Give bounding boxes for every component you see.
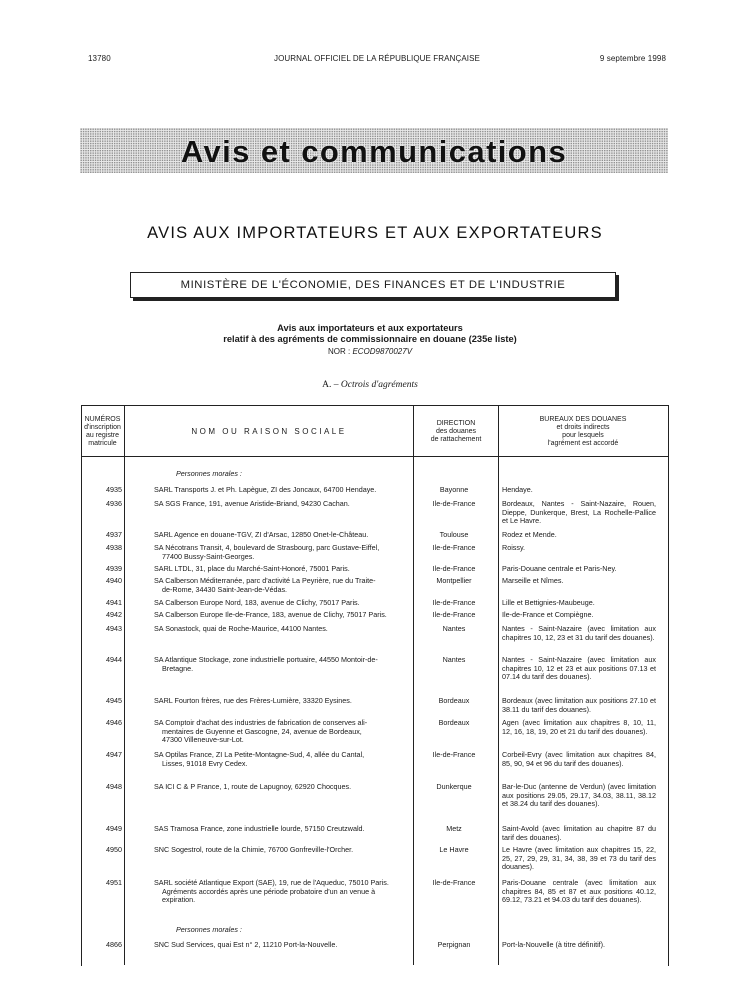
header-line: et droits indirects bbox=[556, 424, 610, 431]
customs-direction: Nantes bbox=[442, 624, 466, 633]
header-nom: NOM OU RAISON SOCIALE bbox=[191, 427, 347, 436]
customs-direction: Nantes bbox=[442, 655, 466, 664]
customs-direction: Ile-de-France bbox=[432, 598, 476, 607]
registry-number: 4948 bbox=[106, 782, 122, 791]
company-name bbox=[154, 879, 409, 905]
customs-offices: Bordeaux, Nantes - Saint-Nazaire, Rouen, Dieppe, Dunkerque, Brest, La Rochelle-Pallice et Le Havre. bbox=[502, 499, 656, 526]
company-name-line: SA Calberson Europe Nord, 183, avenue de Clichy, 75017 Paris. bbox=[154, 598, 360, 607]
company-name bbox=[154, 544, 409, 561]
customs-direction: Ile-de-France bbox=[432, 564, 476, 573]
registry-number: 4935 bbox=[106, 485, 122, 494]
customs-direction: Bordeaux bbox=[438, 718, 470, 727]
company-name bbox=[154, 599, 409, 608]
header-line: au registre bbox=[85, 432, 120, 439]
header-line: DIRECTION bbox=[436, 420, 476, 427]
publication-date: 9 septembre 1998 bbox=[599, 54, 666, 63]
company-name bbox=[154, 486, 409, 495]
customs-direction: Ile-de-France bbox=[432, 610, 476, 619]
nor-label: NOR : bbox=[327, 347, 351, 356]
header-bureaux bbox=[499, 416, 667, 448]
registry-number: 4943 bbox=[106, 624, 122, 633]
company-name-line: SARL Fourton frères, rue des Frères-Lumière, 33320 Eysines. bbox=[154, 696, 352, 705]
registry-number: 4945 bbox=[106, 696, 122, 705]
company-name-line: SA Nécotrans Transit, 4, boulevard de Strasbourg, parc Gustave-Eiffel, bbox=[154, 543, 380, 552]
company-name-line: de-Rome, 34430 Saint-Jean-de-Védas. bbox=[162, 584, 288, 594]
subsection-letter: A. – bbox=[322, 380, 339, 390]
customs-offices: Paris-Douane centrale et Paris-Ney. bbox=[502, 564, 617, 573]
avis-title-line-2: relatif à des agréments de commissionnaire en douane (235e liste) bbox=[223, 334, 517, 344]
company-name-line: 47300 Villeneuve-sur-Lot. bbox=[162, 735, 244, 745]
company-name-line: Lisses, 91018 Evry Cedex. bbox=[162, 758, 248, 768]
header-line: des douanes bbox=[435, 428, 477, 435]
customs-offices: Corbeil-Evry (avec limitation aux chapitres 84, 85, 90, 94 et 96 du tarif des douanes). bbox=[502, 750, 656, 768]
journal-title: JOURNAL OFFICIEL DE LA RÉPUBLIQUE FRANÇAISE bbox=[274, 54, 480, 63]
company-name bbox=[154, 565, 409, 574]
company-name bbox=[154, 577, 409, 594]
ministry-name: MINISTÈRE DE L'ÉCONOMIE, DES FINANCES ET DE L'INDUSTRIE bbox=[180, 279, 566, 291]
customs-offices: Ile-de-France et Compiègne. bbox=[502, 610, 594, 619]
group-label: Personnes morales : bbox=[176, 469, 242, 478]
page-number: 13780 bbox=[88, 54, 111, 63]
registry-number: 4938 bbox=[106, 543, 122, 552]
customs-offices: Lille et Bettignies-Maubeuge. bbox=[502, 598, 595, 607]
company-name-line: SA Optilas France, ZI La Petite-Montagne-Sud, 4, allée du Cantal, bbox=[154, 750, 365, 759]
company-name-line: SARL Transports J. et Ph. Lapègue, ZI des Joncaux, 64700 Hendaye. bbox=[154, 485, 377, 494]
company-name bbox=[154, 825, 409, 834]
registry-number: 4947 bbox=[106, 750, 122, 759]
company-name bbox=[154, 783, 409, 792]
header-line: matricule bbox=[88, 440, 117, 447]
company-name-line: Bretagne. bbox=[162, 663, 194, 673]
company-name bbox=[154, 697, 409, 706]
company-name-line: SNC Sogestrol, route de la Chimie, 76700 Gonfreville-l'Orcher. bbox=[154, 845, 354, 854]
company-name-line: SAS Tramosa France, zone industrielle lourde, 57150 Creutzwald. bbox=[154, 824, 365, 833]
registry-number: 4951 bbox=[106, 878, 122, 887]
header-rule bbox=[81, 456, 669, 457]
customs-direction: Bayonne bbox=[439, 485, 469, 494]
company-name-line: Agréments accordés après une période probatoire d'un an venue à bbox=[162, 886, 376, 896]
company-name bbox=[154, 941, 409, 950]
company-name-line: expiration. bbox=[162, 895, 196, 905]
company-name-line: SARL société Atlantique Export (SAE), 19, rue de l'Aqueduc, 75010 Paris. bbox=[154, 878, 389, 887]
customs-direction: Le Havre bbox=[439, 845, 469, 854]
avis-title-line-1: Avis aux importateurs et aux exportateurs bbox=[277, 323, 463, 333]
customs-offices: Le Havre (avec limitation aux chapitres 15, 22, 25, 27, 29, 29, 31, 34, 38, 39 et 73 du tarif des douanes). bbox=[502, 845, 656, 872]
company-name bbox=[154, 719, 409, 745]
company-name-line: SA Calberson Méditerranée, parc d'activité La Peyrière, rue du Traite- bbox=[154, 576, 376, 585]
header-line: de rattachement bbox=[430, 436, 482, 443]
nor-code: ECOD9870027V bbox=[352, 347, 413, 356]
company-name-line: SA Sonastock, quai de Roche-Maurice, 44100 Nantes. bbox=[154, 624, 328, 633]
customs-offices: Rodez et Mende. bbox=[502, 530, 557, 539]
company-name bbox=[154, 531, 409, 540]
company-name-line: SA Comptoir d'achat des industries de fabrication de conserves ali- bbox=[154, 718, 368, 727]
registry-number: 4866 bbox=[106, 940, 122, 949]
customs-offices: Bar-le-Duc (antenne de Verdun) (avec limitation aux positions 29.05, 29.17, 34.03, 38.11, 38.12 et 38.24 du tarif des douanes). bbox=[502, 782, 656, 809]
header-direction bbox=[414, 420, 498, 444]
customs-direction: Ile-de-France bbox=[432, 499, 476, 508]
customs-direction: Bordeaux bbox=[438, 696, 470, 705]
header-line: pour lesquels bbox=[562, 432, 604, 439]
section-banner bbox=[80, 128, 668, 173]
company-name-line: SA Calberson Europe Ile-de-France, 183, avenue de Clichy, 75017 Paris. bbox=[154, 610, 387, 619]
company-name bbox=[154, 846, 409, 855]
company-name bbox=[154, 656, 409, 673]
company-name bbox=[154, 625, 409, 634]
header-numeros bbox=[81, 416, 124, 448]
group-label: Personnes morales : bbox=[176, 925, 242, 934]
column-divider bbox=[124, 405, 125, 965]
customs-direction: Ile-de-France bbox=[432, 750, 476, 759]
company-name-line: 77400 Bussy-Saint-Georges. bbox=[162, 551, 255, 561]
customs-direction: Perpignan bbox=[437, 940, 471, 949]
company-name bbox=[154, 500, 409, 509]
customs-offices: Hendaye. bbox=[502, 485, 533, 494]
registry-number: 4941 bbox=[106, 598, 122, 607]
company-name-line: SARL Agence en douane-TGV, ZI d'Arsac, 12850 Onet-le-Château. bbox=[154, 530, 369, 539]
customs-direction: Dunkerque bbox=[436, 782, 472, 791]
customs-direction: Montpellier bbox=[436, 576, 472, 585]
banner-title: Avis et communications bbox=[180, 134, 568, 169]
customs-offices: Bordeaux (avec limitation aux positions 27.10 et 38.11 du tarif des douanes). bbox=[502, 696, 656, 714]
header-line: BUREAUX DES DOUANES bbox=[539, 416, 627, 423]
subsection-heading bbox=[150, 380, 590, 390]
running-header bbox=[88, 54, 666, 68]
customs-offices: Saint-Avold (avec limitation au chapitre 87 du tarif des douanes). bbox=[502, 824, 656, 842]
header-line: d'inscription bbox=[84, 424, 121, 431]
customs-offices: Port-la-Nouvelle (à titre définitif). bbox=[502, 940, 606, 949]
company-name-line: SA Atlantique Stockage, zone industrielle portuaire, 44550 Montoir-de- bbox=[154, 655, 378, 664]
company-name-line: SA ICI C & P France, 1, route de Lapugnoy, 62920 Chocques. bbox=[154, 782, 352, 791]
company-name-line: SA SGS France, 191, avenue Aristide-Briand, 94230 Cachan. bbox=[154, 499, 350, 508]
customs-offices: Marseille et Nîmes. bbox=[502, 576, 564, 585]
customs-direction: Toulouse bbox=[439, 530, 469, 539]
company-name bbox=[154, 751, 409, 768]
customs-offices: Paris-Douane centrale (avec limitation aux chapitres 84, 85 et 87 et aux positions 40.12, 69.12, 73.21 et 94.03 du tarif des douanes). bbox=[502, 878, 656, 905]
header-line: l'agrément est accordé bbox=[547, 440, 619, 447]
registry-number: 4936 bbox=[106, 499, 122, 508]
customs-offices: Nantes - Saint-Nazaire (avec limitation aux chapitres 10, 12 et 23 et aux positions 07.13 et 07.14 du tarif des douanes). bbox=[502, 655, 656, 682]
company-name-line: mentaires de Guyenne et Gascogne, 24, avenue de Bordeaux, bbox=[162, 726, 362, 736]
company-name-line: SARL LTDL, 31, place du Marché-Saint-Honoré, 75001 Paris. bbox=[154, 564, 350, 573]
company-name-line: SNC Sud Services, quai Est n° 2, 11210 Port-la-Nouvelle. bbox=[154, 940, 338, 949]
customs-offices: Agen (avec limitation aux chapitres 8, 10, 11, 12, 16, 18, 19, 20 et 21 du tarif des douanes). bbox=[502, 718, 656, 736]
section-title: AVIS AUX IMPORTATEURS ET AUX EXPORTATEURS bbox=[147, 224, 603, 242]
registry-number: 4939 bbox=[106, 564, 122, 573]
avis-title bbox=[150, 323, 590, 345]
company-name bbox=[154, 611, 409, 620]
registry-number: 4942 bbox=[106, 610, 122, 619]
registry-number: 4949 bbox=[106, 824, 122, 833]
registry-number: 4940 bbox=[106, 576, 122, 585]
subsection-text: Octrois d'agréments bbox=[340, 380, 418, 390]
registry-number: 4950 bbox=[106, 845, 122, 854]
column-divider bbox=[498, 405, 499, 965]
header-line: NUMÉROS bbox=[84, 416, 121, 423]
customs-offices: Roissy. bbox=[502, 543, 526, 552]
customs-direction: Metz bbox=[446, 824, 462, 833]
nor-reference bbox=[150, 347, 590, 356]
customs-offices: Nantes - Saint-Nazaire (avec limitation aux chapitres 10, 12, 23 et 31 du tarif des douanes). bbox=[502, 624, 656, 642]
registry-number: 4944 bbox=[106, 655, 122, 664]
customs-direction: Ile-de-France bbox=[432, 543, 476, 552]
customs-direction: Ile-de-France bbox=[432, 878, 476, 887]
ministry-box bbox=[130, 272, 616, 298]
registry-number: 4937 bbox=[106, 530, 122, 539]
registry-number: 4946 bbox=[106, 718, 122, 727]
